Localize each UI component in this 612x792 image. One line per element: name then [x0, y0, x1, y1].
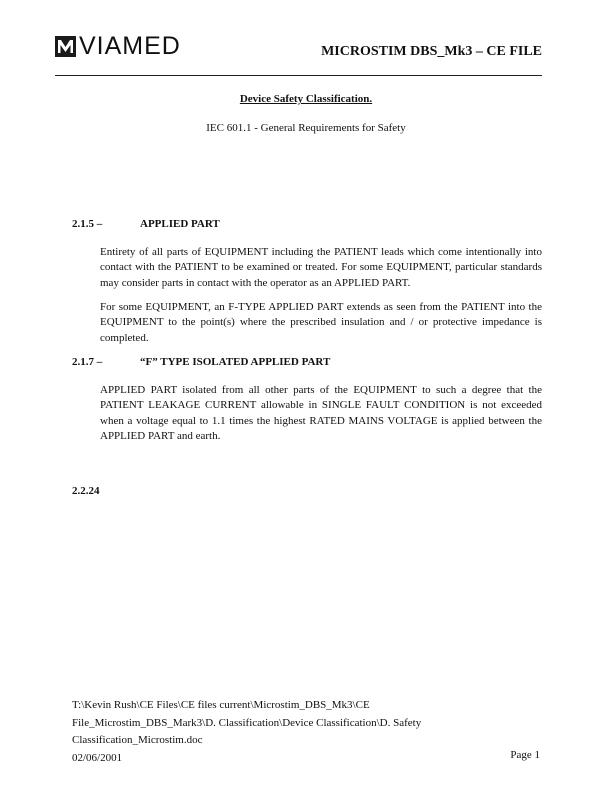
logo-wordmark: VIAMED — [79, 32, 181, 60]
section-number-2-1-7: 2.1.7 – — [72, 356, 103, 368]
section-number-2-2-24: 2.2.24 — [72, 485, 100, 497]
viamed-logo-mark — [55, 36, 76, 57]
page-title: Device Safety Classification. — [239, 93, 373, 105]
section-heading-applied-part: APPLIED PART — [140, 218, 220, 230]
footer-date: 02/06/2001 — [72, 751, 123, 764]
logo-m-icon — [57, 39, 74, 54]
section-heading-f-type: “F” TYPE ISOLATED APPLIED PART — [140, 356, 331, 368]
document-header-title: MICROSTIM DBS_Mk3 – CE FILE — [321, 44, 542, 59]
footer-path-line: Classification_Microstim.doc — [72, 734, 203, 746]
viamed-logo — [55, 34, 181, 59]
page-number: Page 1 — [510, 749, 540, 761]
section-2-1-5-paragraph-1: Entirety of all parts of EQUIPMENT including the PATIENT leads which come intentionally into contact with the PATIENT to be examined or treated. For some EQUIPMENT, particular standards may consider parts in contact with the operator as an APPLIED PART. — [100, 246, 542, 289]
section-2-1-5-paragraph-2: For some EQUIPMENT, an F-TYPE APPLIED PART extends as seen from the PATIENT into the EQUIPMENT to the point(s) where the prescribed insulation and / or protective impedance is completed. — [100, 301, 542, 344]
footer-path-line: T:\Kevin Rush\CE Files\CE files current\Microstim_DBS_Mk3\CE — [72, 699, 370, 711]
page-subtitle: IEC 601.1 - General Requirements for Safety — [206, 122, 406, 134]
footer-file-path — [72, 697, 492, 767]
header-divider — [55, 75, 542, 76]
section-number-2-1-5: 2.1.5 – — [72, 218, 103, 230]
footer-path-line: File_Microstim_DBS_Mark3\D. Classification\Device Classification\D. Safety — [72, 716, 422, 729]
section-2-1-7-paragraph-1: APPLIED PART isolated from all other parts of the EQUIPMENT to such a degree that the PATIENT LEAKAGE CURRENT allowable in SINGLE FAULT CONDITION is not exceeded when a voltage equal to 1.1 times the highest RATED MAINS VOLTAGE is applied between the APPLIED PART and earth. — [100, 384, 542, 442]
